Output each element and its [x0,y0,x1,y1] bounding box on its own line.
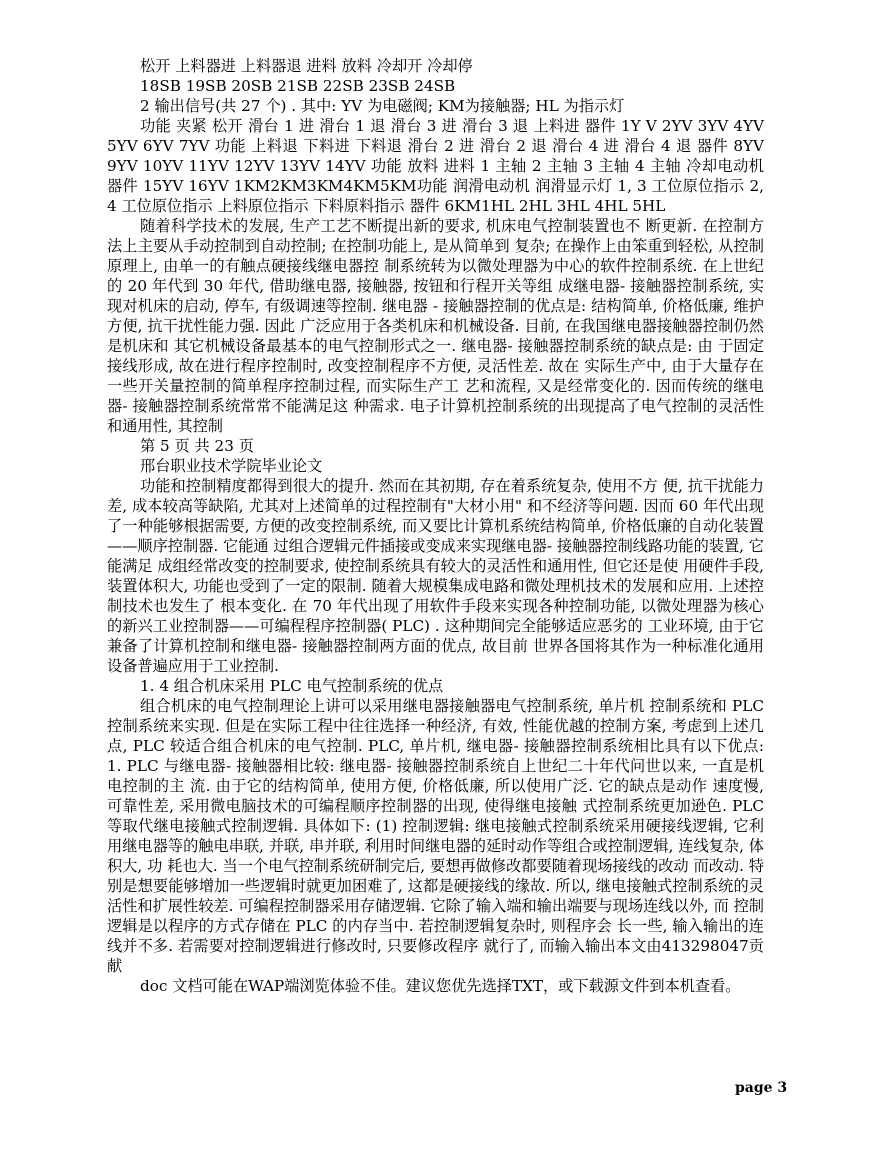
paragraph: 18SB 19SB 20SB 21SB 22SB 23SB 24SB [140,77,456,95]
notice-text: doc 文档可能在WAP端浏览体验不佳。建议您优先选择TXT，或下载源文件到本机查看。 [140,977,741,995]
paragraph: 功能和控制精度都得到很大的提升. 然而在其初期, 存在着系统复杂, 使用不方 便, 抗干扰能力差, 成本较高等缺陷, 尤其对上述简单的过程控制有"大材小用" 和不经济等问题. 因而 60 年代出现了一种能够根据需要, 方便的改变控制系统, 而又要比计算机系统结构简单, 价格低廉的自动化装置——顺序控制器. 它能通 过组合逻辑元件插接或变成来实现继电器- 接触器控制线路功能的装置, 它能满足 成组经常改变的控制要求, 使控制系统具有较大的灵活性和通用性, 但它还是使 用硬件手段, 装置体积大, 功能也受到了一定的限制. 随着大规模集成电路和微处理机技术的发展和应用. 上述控制技术也发生了 根本变化. 在 70 年代出现了用软件手段来实现各种控制功能, 以微处理器为核心 的新兴工业控制器——可编程程序控制器( PLC) . 这种期间完全能够适应恶劣的 工业环境, 由于它兼备了计算机控制和继电器- 接触器控制两方面的优点, 故目前 世界各国将其作为一种标准化通用设备普遍应用于工业控制. [107,477,764,675]
document-body [107,56,764,996]
section-heading: 1. 4 组合机床采用 PLC 电气控制系统的优点 [140,677,444,695]
page-footer: page 3 [735,1080,788,1096]
paragraph: 2 输出信号(共 27 个) . 其中: YV 为电磁阀; KM为接触器; HL 为指示灯 [140,97,625,115]
paragraph: 组合机床的电气控制理论上讲可以采用继电器接触器电气控制系统, 单片机 控制系统和 PLC 控制系统来实现. 但是在实际工程中往往选择一种经济, 有效, 性能优越的控制方案, 考虑到上述几点, PLC 较适合组合机床的电气控制. PLC, 单片机, 继电器- 接触器控制系统相比具有以下优点: 1. PLC 与继电器- 接触器相比较: 继电器- 接触器控制系统自上世纪二十年代问世以来, 一直是机电控制的主 流. 由于它的结构简单, 使用方便, 价格低廉, 所以使用广泛. 它的缺点是动作 速度慢, 可靠性差, 采用微电脑技术的可编程顺序控制器的出现, 使得继电接触 式控制系统更加逊色. PLC 等取代继电接触式控制逻辑. 具体如下: (1) 控制逻辑: 继电接触式控制系统采用硬接线逻辑, 它利用继电器等的触电串联, 并联, 串并联, 利用时间继电器的延时动作等组合或控制逻辑, 连线复杂, 体积大, 功 耗也大. 当一个电气控制系统研制完后, 要想再做修改都要随着现场接线的改动 而改动. 特别是想要能够增加一些逻辑时就更加困难了, 这都是硬接线的缘故. 所以, 继电接触式控制系统的灵活性和扩展性较差. 可编程控制器采用存储逻辑. 它除了输入端和输出端要与现场连线以外, 而 控制逻辑是以程序的方式存储在 PLC 的内存当中. 若控制逻辑复杂时, 则程序会 长一些, 输入输出的连线并不多. 若需要对控制逻辑进行修改时, 只要修改程序 就行了, 而输入输出本文由413298047贡献 [107,697,764,975]
paragraph: 功能 夹紧 松开 滑台 1 进 滑台 1 退 滑台 3 进 滑台 3 退 上料进 器件 1Y V 2YV 3YV 4YV 5YV 6YV 7YV 功能 上料退 下料进 下料退 滑台 2 进 滑台 2 退 滑台 4 进 滑台 4 退 器件 8YV 9YV 10YV 11YV 12YV 13YV 14YV 功能 放料 进料 1 主轴 2 主轴 3 主轴 4 主轴 冷却电动机 器件 15YV 16YV 1KM2KM3KM4KM5KM功能 润滑电动机 润滑显示灯 1, 3 工位原位指示 2, 4 工位原位指示 上料原位指示 下料原料指示 器件 6KM1HL 2HL 3HL 4HL 5HL [107,117,764,215]
page-number-line: 第 5 页 共 23 页 [140,437,254,455]
document-header: 邢台职业技术学院毕业论文 [140,457,323,475]
paragraph: 松开 上料器进 上料器退 进料 放料 冷却开 冷却停 [140,57,473,75]
paragraph: 随着科学技术的发展, 生产工艺不断提出新的要求, 机床电气控制装置也不 断更新. 在控制方法上主要从手动控制到自动控制; 在控制功能上, 是从简单到 复杂; 在操作上由笨重到轻松, 从控制原理上, 由单一的有触点硬接线继电器控 制系统转为以微处理器为中心的软件控制系统. 在上世纪的 20 年代到 30 年代, 借助继电器, 接触器, 按钮和行程开关等组 成继电器- 接触器控制系统, 实现对机床的启动, 停车, 有级调速等控制. 继电器 - 接触器控制的优点是: 结构简单, 价格低廉, 维护方便, 抗干扰性能力强. 因此 广泛应用于各类机床和机械设备. 目前, 在我国继电器接触器控制仍然是机床和 其它机械设备最基本的电气控制形式之一. 继电器- 接触器控制系统的缺点是: 由 于固定接线形成, 故在进行程序控制时, 改变控制程序不方便, 灵活性差. 故在 实际生产中, 由于大量存在一些开关量控制的简单程序控制过程, 而实际生产工 艺和流程, 又是经常变化的. 因而传统的继电器- 接触器控制系统常常不能满足这 种需求. 电子计算机控制系统的出现提高了电气控制的灵活性和通用性, 其控制 [107,217,764,435]
